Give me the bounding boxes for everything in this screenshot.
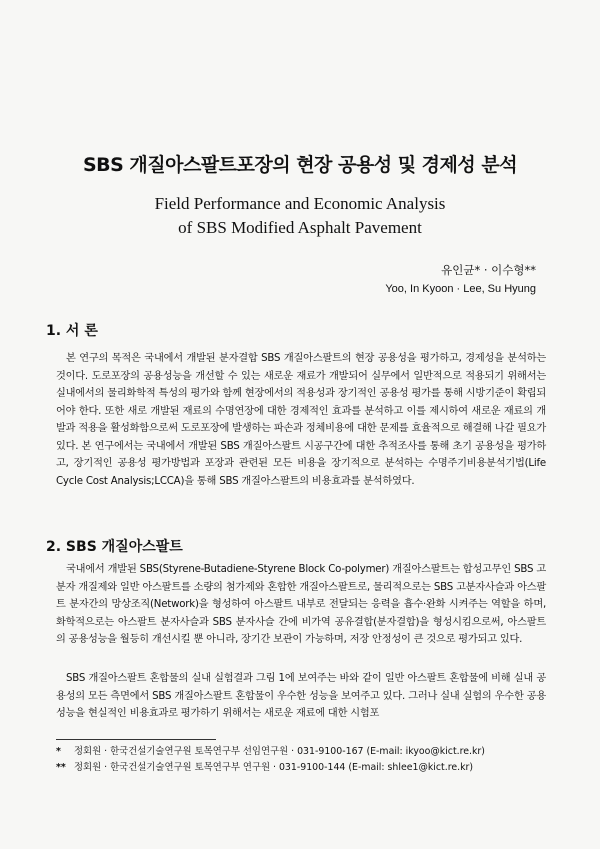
english-title: [0, 192, 600, 240]
authors-english: Yoo, In Kyoon · Lee, Su Hyung: [385, 283, 536, 295]
footnote-item: [56, 760, 556, 776]
footnote-mark: *: [56, 746, 61, 757]
footnote-text: 정회원 · 한국건설기술연구원 토목연구부 연구원 · 031-9100-144 (E-mail: shlee1@kict.re.kr): [74, 762, 474, 773]
sbs-paragraph-2: SBS 개질아스팔트 혼합물의 실내 실험결과 그림 1에 보여주는 바와 같이 일반 아스팔트 혼합물에 비해 실내 공용성의 모든 측면에서 SBS 개질아스팔트 혼합물이 우수한 성능을 보여주고 있다. 그러나 실내 실험의 우수한 공용성능을 현실적인 비용효과로 평가하기 위해서는 새로운 재료에 대한 시험포: [56, 673, 546, 719]
english-title-line-2: of SBS Modified Asphalt Pavement: [178, 218, 422, 237]
sbs-paragraph-1: 국내에서 개발된 SBS(Styrene-Butadiene-Styrene Block Co-polymer) 개질아스팔트는 합성고무인 SBS 고분자 개질제와 일반 아스팔트를 소량의 첨가제와 혼합한 개질아스팔트로, 물리적으로는 SBS 고분자사슬과 아스팔트 분자간의 망상조직(Network)을 형성하여 아스팔트 내부로 전달되는 응력을 흡수·완화 시켜주는 역할을 하며, 화학적으로는 아스팔트 분자사슬과 SBS 분자사슬 간에 비가역 공유결합(분자결합)을 형성시킴으로써, 아스팔트의 공용성능을 월등히 개선시킬 뿐 아니라, 장기간 보관이 가능하며, 저장 안정성이 큰 것으로 평가되고 있다.: [56, 564, 546, 645]
section-heading-sbs: 2. SBS 개질아스팔트: [46, 539, 183, 555]
footnote-text: 정회원 · 한국건설기술연구원 토목연구부 선임연구원 · 031-9100-167 (E-mail: ikyoo@kict.re.kr): [74, 746, 485, 757]
introduction-paragraph: 본 연구의 목적은 국내에서 개발된 분자결합 SBS 개질아스팔트의 현장 공용성을 평가하고, 경제성을 분석하는 것이다. 도로포장의 공용성능을 개선할 수 있는 새로운 재료가 개발되어 실무에서 일반적으로 적용되기 위해서는 실내에서의 물리화학적 특성의 평가와 함께 현장에서의 적용성과 장기적인 공용성 평가를 통해 시방기준이 확립되어야 한다. 또한 새로 개발된 재료의 수명연장에 대한 경제적인 효과를 분석하고 이를 제시하여 새로운 재료의 개발과 적용을 활성화함으로써 도로포장에 발생하는 파손과 정체비용에 대한 문제를 효율적으로 해결해 나갈 필요가 있다. 본 연구에서는 국내에서 개발된 SBS 개질아스팔트 시공구간에 대한 추적조사를 통해 초기 공용성을 평가하고, 장기적인 공용성 평가방법과 포장과 관련된 모든 비용을 장기적으로 분석하는 수명주기비용분석기법(Life Cycle Cost Analysis;LCCA)을 통해 SBS 개질아스팔트의 비용효과를 분석하였다.: [56, 353, 546, 487]
section-heading-introduction: 1. 서 론: [46, 323, 98, 339]
footnotes: [56, 744, 556, 776]
footnote-mark: **: [56, 762, 66, 773]
footnote-item: [56, 744, 556, 760]
english-title-line-1: Field Performance and Economic Analysis: [154, 194, 446, 213]
korean-title: SBS 개질아스팔트포장의 현장 공용성 및 경제성 분석: [82, 154, 518, 176]
footnote-divider: [56, 739, 216, 740]
authors-korean: 유인균* · 이수형**: [441, 263, 536, 277]
